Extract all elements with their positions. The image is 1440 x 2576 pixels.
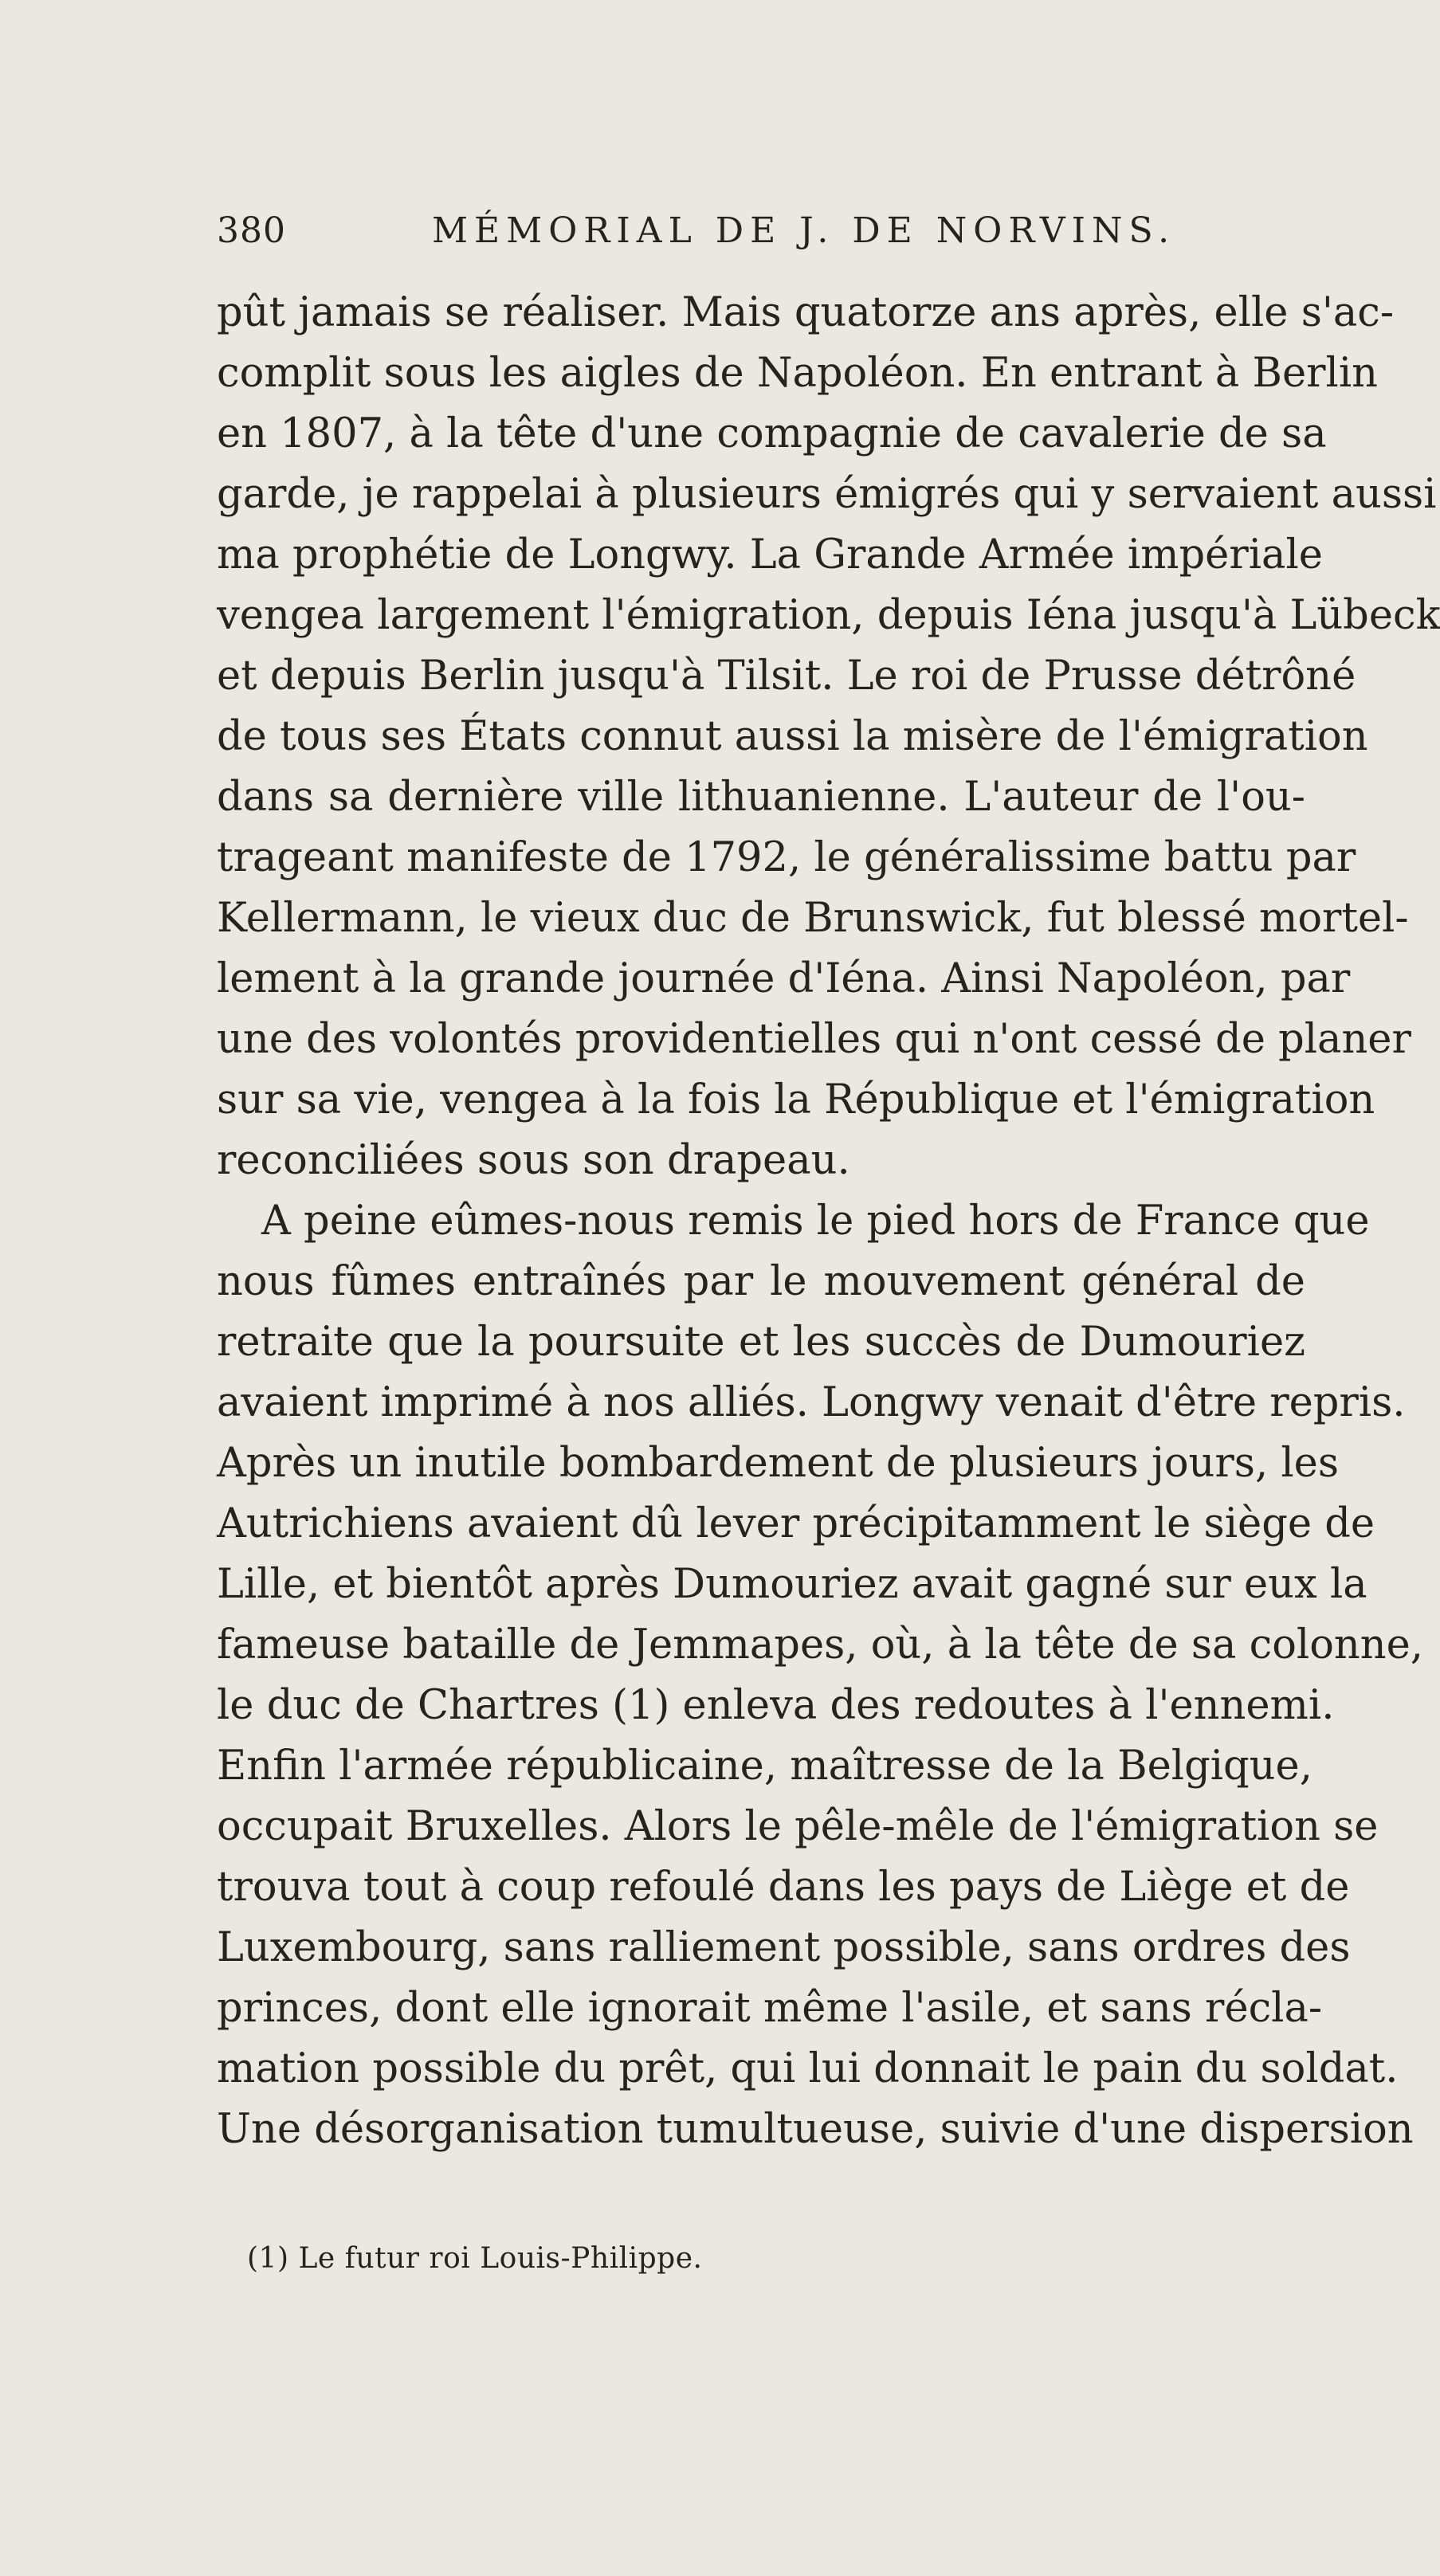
text-line: fameuse bataille de Jemmapes, où, à la tête de sa colonne, bbox=[217, 1621, 1424, 1668]
text-line: Lille, et bientôt après Dumouriez avait gagné sur eux la bbox=[217, 1561, 1367, 1608]
text-line: Enfin l'armée républicaine, maîtresse de la Belgique, bbox=[217, 1743, 1312, 1790]
text-line: Une désorganisation tumultueuse, suivie d'une dispersion bbox=[217, 2106, 1414, 2153]
paragraph-1 bbox=[217, 283, 1440, 1191]
text-line: trouva tout à coup refoulé dans les pays de Liège et de bbox=[217, 1864, 1350, 1911]
text-line: Après un inutile bombardement de plusieurs jours, les bbox=[217, 1440, 1340, 1487]
text-line: lement à la grande journée d'Iéna. Ainsi Napoléon, par bbox=[217, 955, 1351, 1002]
text-line: Kellermann, le vieux duc de Brunswick, fut blessé mortel- bbox=[217, 895, 1409, 942]
text-line: occupait Bruxelles. Alors le pêle-mêle de l'émigration se bbox=[217, 1803, 1379, 1850]
text-line: Luxembourg, sans ralliement possible, sans ordres des bbox=[217, 1924, 1351, 1971]
body-text bbox=[217, 283, 1440, 2160]
running-head: MÉMORIAL DE J. DE NORVINS. bbox=[432, 210, 1176, 251]
text-line: le duc de Chartres (1) enleva des redoutes à l'ennemi. bbox=[217, 1682, 1335, 1729]
text-line: sur sa vie, vengea à la fois la République et l'émigration bbox=[217, 1076, 1375, 1123]
text-line: ma prophétie de Longwy. La Grande Armée impériale bbox=[217, 531, 1323, 578]
text-line: en 1807, à la tête d'une compagnie de cavalerie de sa bbox=[217, 410, 1327, 457]
text-line: dans sa dernière ville lithuanienne. L'auteur de l'ou- bbox=[217, 774, 1305, 821]
footnote: (1) Le futur roi Louis-Philippe. bbox=[247, 2242, 703, 2275]
text-line: retraite que la poursuite et les succès de Dumouriez bbox=[217, 1319, 1305, 1366]
text-line: vengea largement l'émigration, depuis Iéna jusqu'à Lübeck bbox=[217, 592, 1440, 639]
text-line: princes, dont elle ignorait même l'asile, et sans récla- bbox=[217, 1985, 1323, 2032]
text-line: reconciliées sous son drapeau. bbox=[217, 1137, 850, 1184]
text-line: Autrichiens avaient dû lever précipitamment le siège de bbox=[217, 1500, 1375, 1547]
text-line: garde, je rappelai à plusieurs émigrés qui y servaient aussi bbox=[217, 471, 1437, 518]
text-line: de tous ses États connut aussi la misère de l'émigration bbox=[217, 713, 1368, 760]
text-line: A peine eûmes-nous remis le pied hors de France que bbox=[261, 1198, 1370, 1245]
page-header bbox=[217, 199, 1305, 263]
text-line: trageant manifeste de 1792, le généralissime battu par bbox=[217, 834, 1356, 881]
text-line: pût jamais se réaliser. Mais quatorze ans après, elle s'ac- bbox=[217, 289, 1395, 336]
text-line: et depuis Berlin jusqu'à Tilsit. Le roi de Prusse détrôné bbox=[217, 653, 1356, 700]
page-number: 380 bbox=[217, 210, 286, 251]
paragraph-2 bbox=[217, 1191, 1424, 2160]
text-line: complit sous les aigles de Napoléon. En entrant à Berlin bbox=[217, 350, 1378, 397]
text-line: mation possible du prêt, qui lui donnait le pain du soldat. bbox=[217, 2045, 1399, 2092]
text-line: avaient imprimé à nos alliés. Longwy venait d'être repris. bbox=[217, 1379, 1406, 1426]
text-line: une des volontés providentielles qui n'ont cessé de planer bbox=[217, 1016, 1411, 1063]
text-line: nous fûmes entraînés par le mouvement général de bbox=[217, 1258, 1305, 1305]
